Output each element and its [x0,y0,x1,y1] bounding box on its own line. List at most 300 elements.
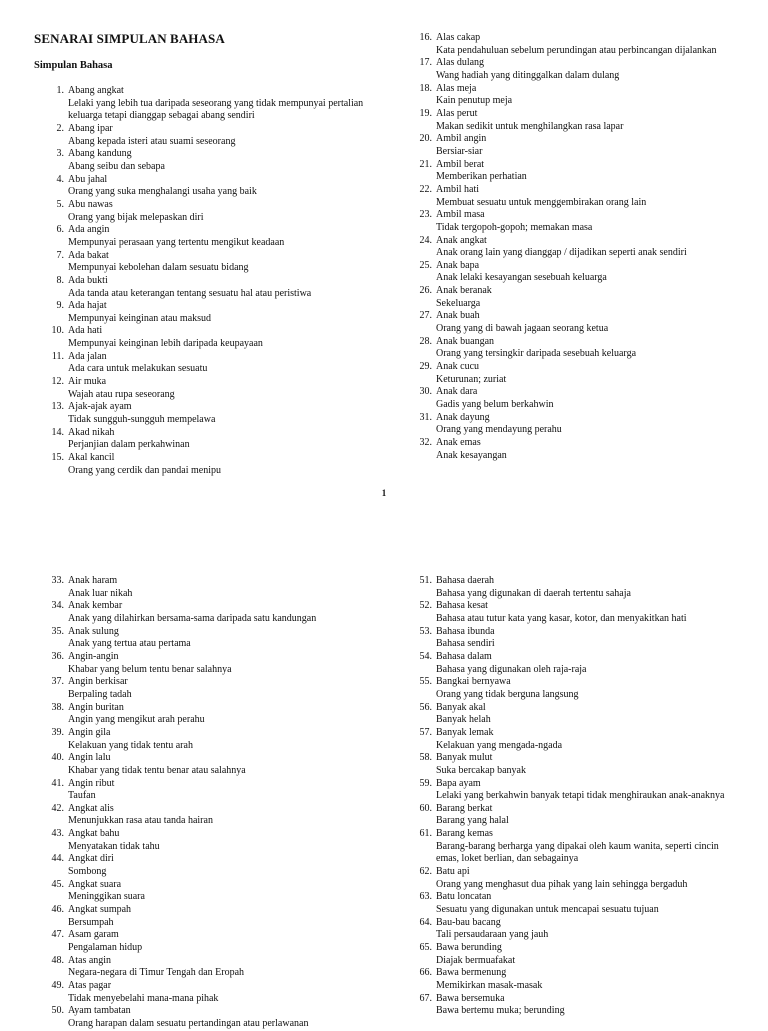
document-title: SENARAI SIMPULAN BAHASA [34,31,225,46]
entry-term: Anak sulung [68,625,119,637]
list-item [398,437,743,462]
entry-term: Anak emas [436,437,481,448]
entry-body [436,891,743,916]
entry-body [436,108,743,133]
entry-number: 40. [51,752,64,764]
entry-definition: Lelaki yang berkahwin banyak tetapi tidak menghiraukan anak-anaknya [436,790,725,802]
entry-body [68,199,375,224]
entry-term: Ada bakat [68,249,109,261]
list-item [30,376,375,401]
entry-body [436,917,743,942]
entry-definition: Orang yang bijak melepaskan diri [68,211,204,223]
entry-body [68,575,375,600]
entry-definition: Bahasa sendiri [436,638,495,650]
entry-definition: Orang yang cerdik dan pandai menipu [68,464,222,476]
entry-number: 52. [419,600,432,612]
entry-definition: Mempunyai kebolehan dalam sesuatu bidang [68,262,249,274]
entry-definition: Abang seibu dan sebapa [68,160,165,172]
entry-term: Air muka [68,376,107,388]
list-item [398,967,743,992]
entry-term: Anak bapa [436,259,480,271]
list-item [398,778,743,803]
entry-number: 3. [56,148,64,160]
entry-term: Angkat sumpah [68,904,132,916]
entry-list-left [30,575,375,1031]
list-item [398,600,743,625]
list-item [398,917,743,942]
entry-term: Bahasa daerah [436,575,495,586]
list-item [398,828,743,866]
entry-term: Angkat suara [68,878,122,890]
entry-number: 45. [51,878,64,890]
entry-number: 39. [51,726,64,738]
entry-body [436,866,743,891]
list-item [30,351,375,376]
entry-body [436,83,743,108]
entry-body [68,250,375,275]
entry-number: 54. [419,650,432,662]
entry-body [436,184,743,209]
entry-term: Bawa berunding [436,942,502,954]
entry-body [68,955,375,980]
entry-number: 31. [419,411,432,423]
entry-definition: Bahasa atau tutur kata yang kasar, kotor, dan menyakitkan hati [436,612,687,624]
entry-body [68,351,375,376]
entry-number: 63. [419,891,432,903]
entry-body [68,85,375,123]
entry-number: 22. [419,183,432,195]
entry-body [436,626,743,651]
entry-definition: Sesuatu yang digunakan untuk mencapai sesuatu tujuan [436,904,659,916]
list-item [30,980,375,1005]
entry-number: 13. [51,401,64,413]
entry-term: Bau-bau bacang [436,916,501,928]
entry-term: Ada jalan [68,350,107,362]
entry-term: Bapa ayam [436,777,481,789]
entry-number: 14. [51,426,64,438]
entry-definition: Orang yang tidak berguna langsung [436,688,579,700]
entry-number: 59. [419,777,432,789]
entry-number: 35. [51,625,64,637]
list-item [30,803,375,828]
entry-definition: Orang yang tersingkir daripada sesebuah keluarga [436,348,637,360]
list-item [398,209,743,234]
entry-definition: Bersiar-siar [436,145,483,157]
entry-number: 36. [51,650,64,662]
entry-number: 48. [51,954,64,966]
entry-term: Ada hajat [68,300,107,312]
entry-number: 15. [51,452,64,464]
entry-body [68,752,375,777]
document-page-1 [0,0,768,505]
entry-definition: Perjanjian dalam perkahwinan [68,439,190,451]
entry-term: Ambil angin [436,133,487,145]
entry-body [436,336,743,361]
list-item [30,626,375,651]
list-item [30,199,375,224]
entry-body [68,325,375,350]
list-item [30,828,375,853]
entry-body [436,803,743,828]
entry-body [68,676,375,701]
entry-definition: Khabar yang belum tentu benar salahnya [68,663,232,675]
entry-term: Alas cakap [436,32,481,43]
entry-number: 24. [419,234,432,246]
list-item [30,904,375,929]
entry-body [436,386,743,411]
list-item [398,310,743,335]
entry-number: 50. [51,1005,64,1017]
entry-number: 10. [51,325,64,337]
entry-term: Barang kemas [436,828,493,840]
list-item [30,148,375,173]
list-item [30,702,375,727]
entry-body [68,174,375,199]
entry-body [436,993,743,1018]
entry-body [68,427,375,452]
entry-term: Anak beranak [436,285,492,297]
list-item [30,651,375,676]
entry-body [68,224,375,249]
entry-term: Ada bukti [68,274,108,286]
entry-term: Bawa bersemuka [436,992,505,1004]
entry-definition: Suka bercakap banyak [436,764,526,776]
list-item [398,803,743,828]
entry-number: 20. [419,133,432,145]
entry-body [68,376,375,401]
entry-term: Ada angin [68,224,110,236]
list-item [398,133,743,158]
entry-number: 33. [51,575,64,586]
document-page-2 [0,560,768,1029]
list-item [30,778,375,803]
entry-body [436,752,743,777]
entry-number: 16. [419,32,432,43]
entry-term: Anak angkat [436,234,487,246]
entry-definition: Anak yang dilahirkan bersama-sama daripada satu kandungan [68,612,317,624]
list-item [398,108,743,133]
entry-definition: Gadis yang belum berkahwin [436,399,554,411]
entry-definition: Angin yang mengikut arah perahu [68,714,205,726]
entry-term: Bahasa kesat [436,600,488,612]
entry-definition: Taufan [68,790,96,802]
entry-term: Anak dayung [436,411,490,423]
entry-number: 17. [419,57,432,69]
entry-definition: Memikirkan masak-masak [436,980,543,991]
entry-definition: Pengalaman hidup [68,942,143,954]
entry-number: 44. [51,853,64,865]
entry-number: 51. [419,575,432,586]
list-item [30,752,375,777]
entry-term: Bawa bermenung [436,967,507,979]
entry-term: Anak haram [68,575,118,586]
entry-body [68,727,375,752]
list-item [30,727,375,752]
entry-number: 49. [51,980,64,991]
entry-definition: Orang harapan dalam sesuatu pertandingan atau perlawanan [68,1017,309,1029]
entry-definition: Mempunyai keinginan lebih daripada keupayaan [68,338,263,350]
entry-number: 43. [51,828,64,840]
entry-body [436,235,743,260]
entry-definition: Bahasa yang digunakan di daerah tertentu sahaja [436,587,631,599]
entry-number: 53. [419,625,432,637]
list-item [30,401,375,426]
list-item [398,260,743,285]
entry-body [68,626,375,651]
entry-number: 38. [51,701,64,713]
entry-number: 23. [419,209,432,221]
entry-term: Atas pagar [68,980,112,991]
entry-definition: Bersumpah [68,916,114,928]
entry-definition: Meninggikan suara [68,891,145,903]
entry-definition: Keturunan; zuriat [436,373,507,385]
entry-number: 61. [419,828,432,840]
entry-number: 64. [419,916,432,928]
list-item [398,57,743,82]
list-item [398,285,743,310]
entry-body [436,676,743,701]
entry-term: Batu loncatan [436,891,492,903]
entry-definition: Orang yang suka menghalangi usaha yang baik [68,186,257,198]
entry-body [68,803,375,828]
entry-definition: Kelakuan yang mengada-ngada [436,739,563,751]
list-item [398,386,743,411]
entry-definition: Tidak tergopoh-gopoh; memakan masa [436,221,593,233]
entry-body [436,285,743,310]
list-item [30,224,375,249]
entry-term: Alas meja [436,82,477,94]
entry-definition: Menunjukkan rasa atau tanda hairan [68,815,213,827]
entry-definition: Orang yang menghasut dua pihak yang lain sehingga bergaduh [436,878,688,890]
entry-body [436,437,743,462]
list-item [398,866,743,891]
list-item [30,879,375,904]
entry-term: Angkat diri [68,853,114,865]
entry-number: 58. [419,752,432,764]
entry-definition: Ada cara untuk melakukan sesuatu [68,363,208,375]
entry-body [68,1005,375,1030]
list-item [398,676,743,701]
entry-definition: Diajak bermuafakat [436,954,516,966]
entry-number: 47. [51,929,64,941]
entry-term: Alas dulang [436,57,485,69]
entry-term: Atas angin [68,954,112,966]
entry-term: Anak cucu [436,361,480,373]
entry-term: Alas perut [436,107,478,119]
entry-number: 62. [419,866,432,878]
entry-body [436,778,743,803]
entry-body [436,159,743,184]
entry-term: Bahasa dalam [436,650,492,662]
entry-definition: Kata pendahuluan sebelum perundingan atau perbincangan dijalankan [436,44,717,56]
entry-term: Abang ipar [68,122,113,134]
entry-number: 42. [51,802,64,814]
entry-definition: Kain penutup meja [436,95,513,107]
entry-definition: Negara-negara di Timur Tengah dan Eropah [68,967,245,979]
list-item [30,575,375,600]
entry-definition: Sombong [68,866,107,878]
entry-definition: Bawa bertemu muka; berunding [436,1005,565,1017]
list-item [398,184,743,209]
list-item [398,727,743,752]
entry-body [68,702,375,727]
entry-body [68,651,375,676]
entry-term: Angin berkisar [68,676,128,688]
entry-body [436,600,743,625]
entry-body [436,361,743,386]
entry-body [68,828,375,853]
entry-body [68,300,375,325]
section-heading: Simpulan Bahasa [34,60,113,71]
list-item [398,336,743,361]
entry-body [68,929,375,954]
entry-list-right [398,575,743,1018]
entry-body [436,575,743,600]
entry-number: 11. [51,350,64,362]
entry-definition: Wang hadiah yang ditinggalkan dalam dulang [436,69,620,81]
list-item [398,752,743,777]
list-item [398,702,743,727]
entry-term: Abu nawas [68,198,113,210]
entry-list-left [30,85,375,477]
entry-term: Banyak akal [436,701,486,713]
list-item [30,452,375,477]
entry-number: 57. [419,726,432,738]
entry-number: 32. [419,437,432,448]
entry-definition: Kelakuan yang tidak tentu arah [68,739,193,751]
entry-body [68,123,375,148]
entry-number: 29. [419,361,432,373]
entry-definition: Tidak sungguh-sungguh mempelawa [68,414,216,426]
entry-body [436,967,743,992]
list-item [398,412,743,437]
list-item [30,174,375,199]
entry-definition: Mempunyai keinginan atau maksud [68,312,212,324]
entry-definition: Tali persaudaraan yang jauh [436,929,549,941]
entry-body [68,600,375,625]
entry-body [68,980,375,1005]
entry-number: 8. [56,274,64,286]
list-item [398,651,743,676]
entry-term: Angin ribut [68,777,115,789]
entry-term: Angkat alis [68,802,114,814]
entry-term: Abang angkat [68,85,124,96]
entry-term: Ambil hati [436,183,480,195]
entry-term: Angin-angin [68,650,119,662]
entry-number: 27. [419,310,432,322]
list-item [30,250,375,275]
entry-term: Anak dara [436,386,478,398]
entry-term: Angin buritan [68,701,124,713]
entry-body [68,148,375,173]
list-item [30,929,375,954]
entry-body [436,651,743,676]
entry-definition: Barang-barang berharga yang dipakai oleh kaum wanita, seperti cincin emas, loket berlian, dan sebagainya [436,840,719,865]
entry-term: Abu jahal [68,173,108,185]
entry-term: Anak kembar [68,600,123,612]
entry-definition: Berpaling tadah [68,688,132,700]
entry-term: Asam garam [68,929,119,941]
entry-body [436,32,743,57]
entry-body [436,133,743,158]
entry-definition: Ada tanda atau keterangan tentang sesuatu hal atau peristiwa [68,287,312,299]
entry-number: 5. [56,198,64,210]
entry-definition: Tidak menyebelahi mana-mana pihak [68,992,219,1004]
list-item [30,427,375,452]
entry-number: 66. [419,967,432,979]
list-item [398,32,743,57]
entry-definition: Memberikan perhatian [436,171,527,183]
entry-body [68,452,375,477]
entry-term: Angin lalu [68,752,111,764]
entry-body [68,275,375,300]
list-item [398,83,743,108]
list-item [398,891,743,916]
entry-term: Akad nikah [68,426,115,438]
entry-term: Anak buangan [436,335,495,347]
entry-body [436,727,743,752]
list-item [398,575,743,600]
entry-term: Ambil berat [436,158,485,170]
entry-number: 67. [419,992,432,1004]
entry-number: 9. [56,300,64,312]
entry-number: 4. [56,173,64,185]
entry-number: 2. [56,122,64,134]
entry-term: Ada hati [68,325,103,337]
entry-definition: Anak lelaki kesayangan sesebuah keluarga [436,272,607,284]
entry-term: Batu api [436,866,470,878]
entry-number: 18. [419,82,432,94]
entry-term: Bangkai bernyawa [436,676,511,688]
entry-term: Ajak-ajak ayam [68,401,132,413]
entry-definition: Anak kesayangan [436,449,507,461]
list-item [30,1005,375,1030]
entry-number: 19. [419,107,432,119]
entry-definition: Mempunyai perasaan yang tertentu mengikut keadaan [68,236,285,248]
entry-definition: Abang kepada isteri atau suami seseorang [68,135,236,147]
entry-term: Barang berkat [436,802,493,814]
entry-body [436,828,743,866]
entry-term: Angkat bahu [68,828,120,840]
entry-number: 7. [56,249,64,261]
entry-term: Anak buah [436,310,480,322]
entry-number: 37. [51,676,64,688]
entry-body [436,942,743,967]
entry-body [436,412,743,437]
entry-number: 34. [51,600,64,612]
list-item [398,235,743,260]
list-item [30,123,375,148]
list-item [30,275,375,300]
entry-body [68,778,375,803]
list-item [398,626,743,651]
list-item [30,85,375,123]
entry-term: Angin gila [68,726,111,738]
list-item [30,676,375,701]
entry-body [436,209,743,234]
entry-body [436,702,743,727]
entry-term: Abang kandung [68,148,132,160]
entry-definition: Orang yang mendayung perahu [436,424,562,436]
entry-definition: Membuat sesuatu untuk menggembirakan orang lain [436,196,647,208]
entry-definition: Anak orang lain yang dianggap / dijadikan seperti anak sendiri [436,247,687,259]
list-item [398,159,743,184]
entry-term: Banyak mulut [436,752,493,764]
list-item [398,993,743,1018]
entry-number: 12. [51,376,64,388]
entry-term: Akal kancil [68,452,115,464]
entry-number: 28. [419,335,432,347]
